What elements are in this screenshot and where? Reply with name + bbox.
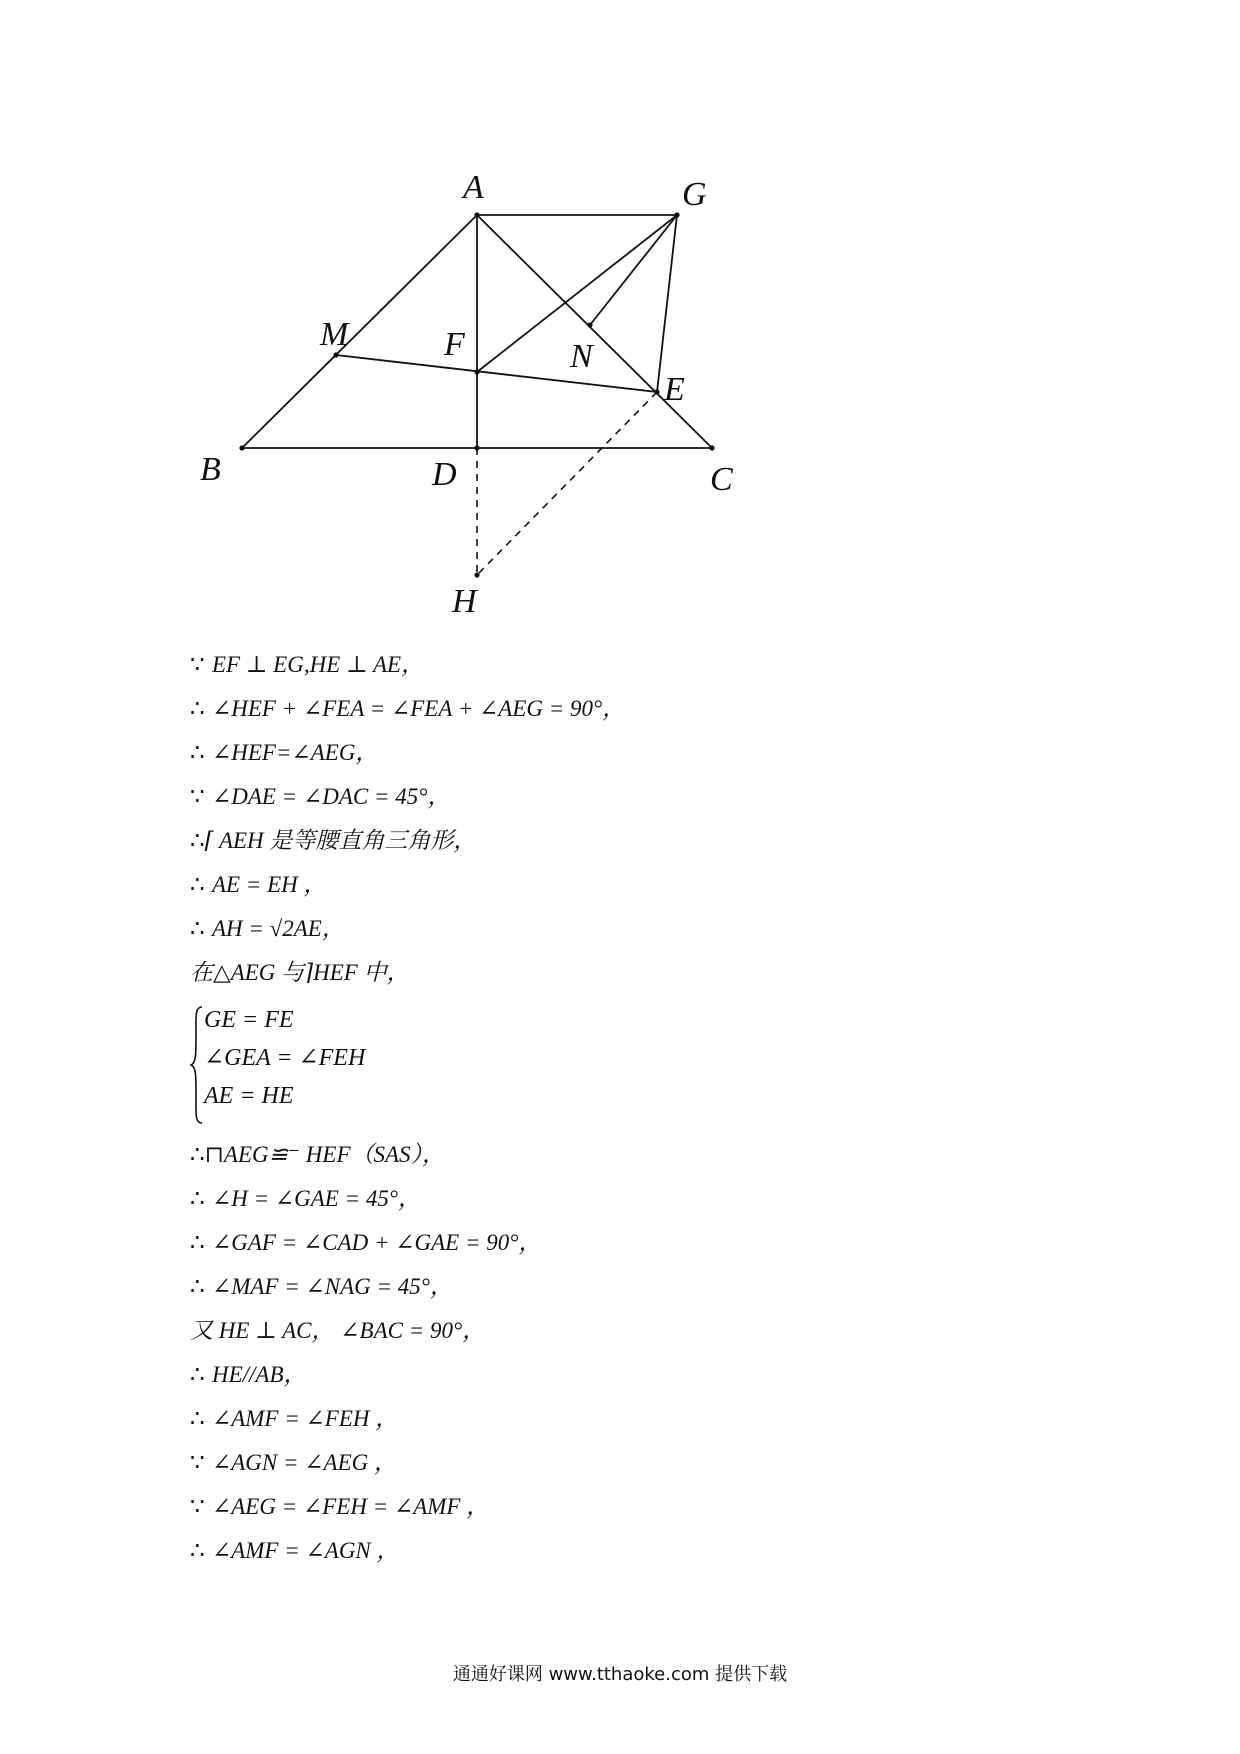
equation-row: AE = HE bbox=[204, 1083, 294, 1109]
segment-AB bbox=[242, 215, 477, 448]
point-E bbox=[654, 389, 659, 394]
point-D bbox=[474, 445, 479, 450]
label-D: D bbox=[432, 456, 457, 493]
equation-row: GE = FE bbox=[204, 1007, 294, 1033]
proof-line: ∴ ∠HEF + ∠FEA = ∠FEA + ∠AEG = 90°， bbox=[190, 696, 626, 722]
point-F bbox=[474, 369, 479, 374]
proof-line: ∵ ∠AGN = ∠AEG ， bbox=[190, 1450, 397, 1476]
point-B bbox=[239, 445, 244, 450]
segment-EH bbox=[477, 392, 657, 575]
label-E: E bbox=[664, 371, 685, 408]
proof-line: ∴ HE//AB， bbox=[190, 1362, 307, 1388]
label-N: N bbox=[570, 338, 593, 375]
proof-line: ∴ AE = EH ， bbox=[190, 872, 327, 898]
segment-GE bbox=[657, 215, 677, 392]
proof-line: ∴ ∠GAF = ∠CAD + ∠GAE = 90°， bbox=[190, 1230, 542, 1256]
label-H: H bbox=[452, 583, 477, 620]
label-B: B bbox=[200, 451, 221, 488]
segment-AC bbox=[477, 215, 712, 448]
proof-line: ∴ ∠MAF = ∠NAG = 45°， bbox=[190, 1274, 453, 1300]
point-A bbox=[474, 212, 479, 217]
point-C bbox=[709, 445, 714, 450]
equation-row: ∠GEA = ∠FEH bbox=[204, 1045, 366, 1071]
footer-text: 通通好课网 www.tthaoke.com 提供下载 bbox=[452, 1664, 788, 1685]
equation-system bbox=[190, 1005, 450, 1125]
proof-line: ∴⊓AEG≌⁻ HEF（SAS）， bbox=[190, 1142, 446, 1168]
label-C: C bbox=[710, 461, 733, 498]
proof-line: 又 HE ⊥ AC， ∠BAC = 90°， bbox=[190, 1318, 486, 1343]
proof-line: ∴ ∠HEF=∠AEG， bbox=[190, 740, 379, 766]
proof-line: ∴ AH = √2AE， bbox=[190, 916, 345, 942]
proof-line: ∵ EF ⊥ EG,HE ⊥ AE， bbox=[190, 652, 425, 678]
proof-line: ∴ ∠AMF = ∠FEH ， bbox=[190, 1406, 399, 1432]
label-G: G bbox=[682, 176, 707, 213]
label-M: M bbox=[320, 316, 349, 353]
left-brace-icon bbox=[190, 1005, 204, 1125]
proof-line: ∴⌈ AEH 是等腰直角三角形， bbox=[190, 828, 477, 854]
proof-line: ∴ ∠H = ∠GAE = 45°， bbox=[190, 1186, 422, 1212]
point-M bbox=[333, 352, 338, 357]
label-F: F bbox=[444, 326, 465, 363]
proof-line: 在△AEG 与⌉HEF 中， bbox=[190, 960, 410, 985]
proof-line: ∵ ∠AEG = ∠FEH = ∠AMF ， bbox=[190, 1494, 490, 1520]
point-H bbox=[474, 572, 479, 577]
point-G bbox=[674, 212, 679, 217]
proof-line: ∵ ∠DAE = ∠DAC = 45°， bbox=[190, 784, 451, 810]
geometry-figure bbox=[170, 160, 770, 640]
segment-GN bbox=[590, 215, 677, 325]
label-A: A bbox=[463, 169, 484, 206]
point-N bbox=[587, 322, 592, 327]
segment-ME bbox=[336, 355, 657, 392]
proof-line: ∴ ∠AMF = ∠AGN ， bbox=[190, 1538, 400, 1564]
